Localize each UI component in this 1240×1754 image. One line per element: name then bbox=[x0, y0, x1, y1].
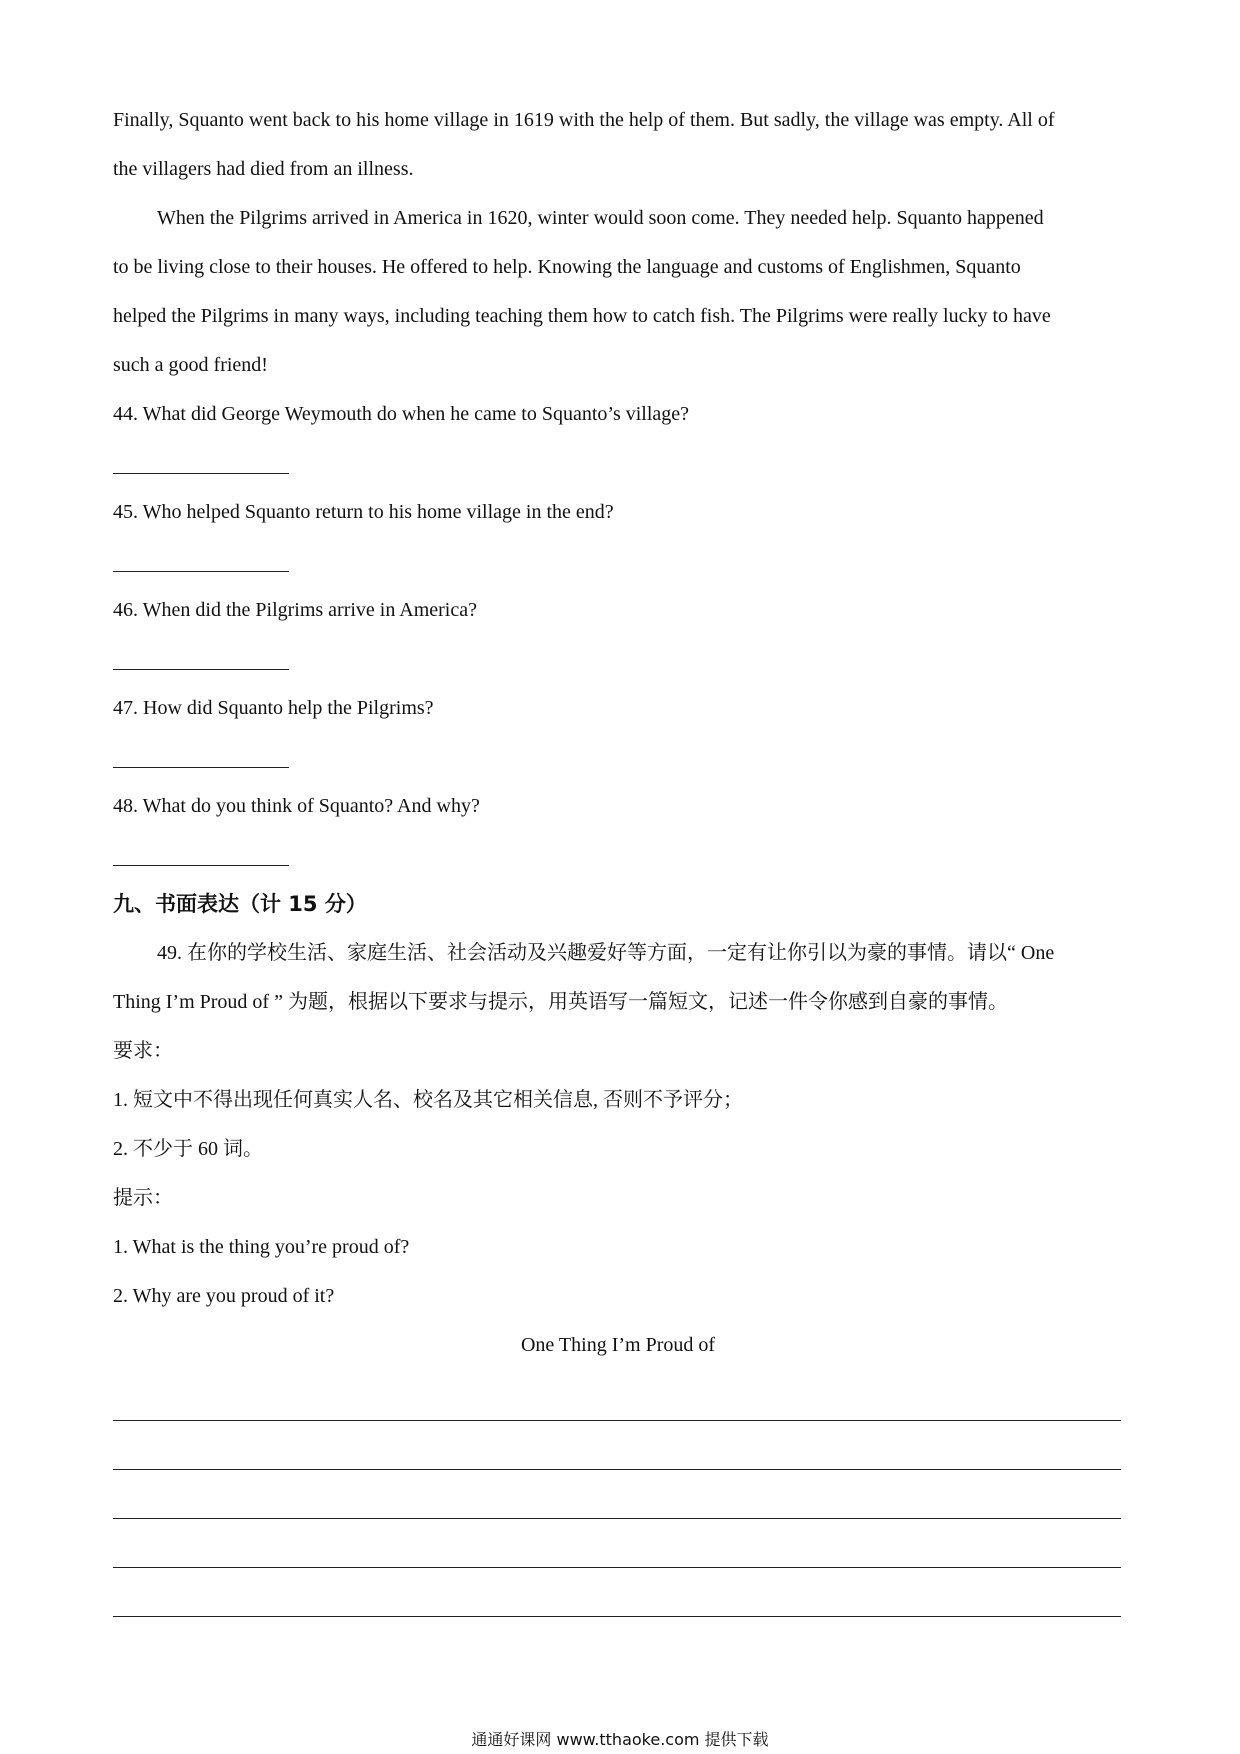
requirement-item: 1. 短文中不得出现任何真实人名、校名及其它相关信息, 否则不予评分； bbox=[113, 1089, 743, 1111]
question-45: 45. Who helped Squanto return to his home village in the end? bbox=[113, 501, 614, 523]
passage-line: When the Pilgrims arrived in America in 1620, winter would soon come. They needed help. Squanto happened bbox=[157, 207, 1044, 229]
essay-title: One Thing I’m Proud of bbox=[520, 1334, 716, 1356]
answer-blank-47[interactable] bbox=[113, 733, 289, 782]
hint-item: 2. Why are you proud of it? bbox=[113, 1285, 335, 1307]
answer-blank-48[interactable] bbox=[113, 831, 289, 880]
essay-writing-line[interactable] bbox=[113, 1372, 1121, 1421]
page-footer: 通通好课网 www.tthaoke.com 提供下载 bbox=[471, 1730, 769, 1749]
hint-item: 1. What is the thing you’re proud of? bbox=[113, 1236, 410, 1258]
essay-writing-area bbox=[113, 1372, 1133, 1617]
question-47: 47. How did Squanto help the Pilgrims? bbox=[113, 697, 434, 719]
answer-blank-44[interactable] bbox=[113, 439, 289, 488]
answer-blank-45[interactable] bbox=[113, 537, 289, 586]
requirements-label: 要求： bbox=[113, 1040, 173, 1062]
answer-blank-46[interactable] bbox=[113, 635, 289, 684]
essay-writing-line[interactable] bbox=[113, 1421, 1121, 1470]
question-46: 46. When did the Pilgrims arrive in America? bbox=[113, 599, 477, 621]
document-page bbox=[113, 96, 1133, 1617]
passage-line: Finally, Squanto went back to his home village in 1619 with the help of them. But sadly, the village was empty. All of bbox=[113, 109, 1055, 131]
writing-prompt-line: 49. 在你的学校生活、家庭生活、社会活动及兴趣爱好等方面，一定有让你引以为豪的事情。请以“ One bbox=[157, 942, 1055, 964]
passage-line: helped the Pilgrims in many ways, including teaching them how to catch fish. The Pilgrims were really lucky to have bbox=[113, 305, 1051, 327]
writing-prompt-line: Thing I’m Proud of ” 为题，根据以下要求与提示，用英语写一篇短文，记述一件令你感到自豪的事情。 bbox=[113, 991, 1008, 1013]
essay-writing-line[interactable] bbox=[113, 1568, 1121, 1617]
passage-line: such a good friend! bbox=[113, 354, 268, 376]
hints-label: 提示： bbox=[113, 1187, 173, 1209]
question-44: 44. What did George Weymouth do when he came to Squanto’s village? bbox=[113, 403, 690, 425]
passage-line: the villagers had died from an illness. bbox=[113, 158, 414, 180]
requirement-item: 2. 不少于 60 词。 bbox=[113, 1138, 263, 1160]
essay-writing-line[interactable] bbox=[113, 1470, 1121, 1519]
essay-writing-line[interactable] bbox=[113, 1519, 1121, 1568]
question-48: 48. What do you think of Squanto? And why? bbox=[113, 795, 480, 817]
passage-line: to be living close to their houses. He offered to help. Knowing the language and customs of Englishmen, Squanto bbox=[113, 256, 1021, 278]
section-heading: 九、书面表达（计 15 分） bbox=[113, 892, 367, 916]
